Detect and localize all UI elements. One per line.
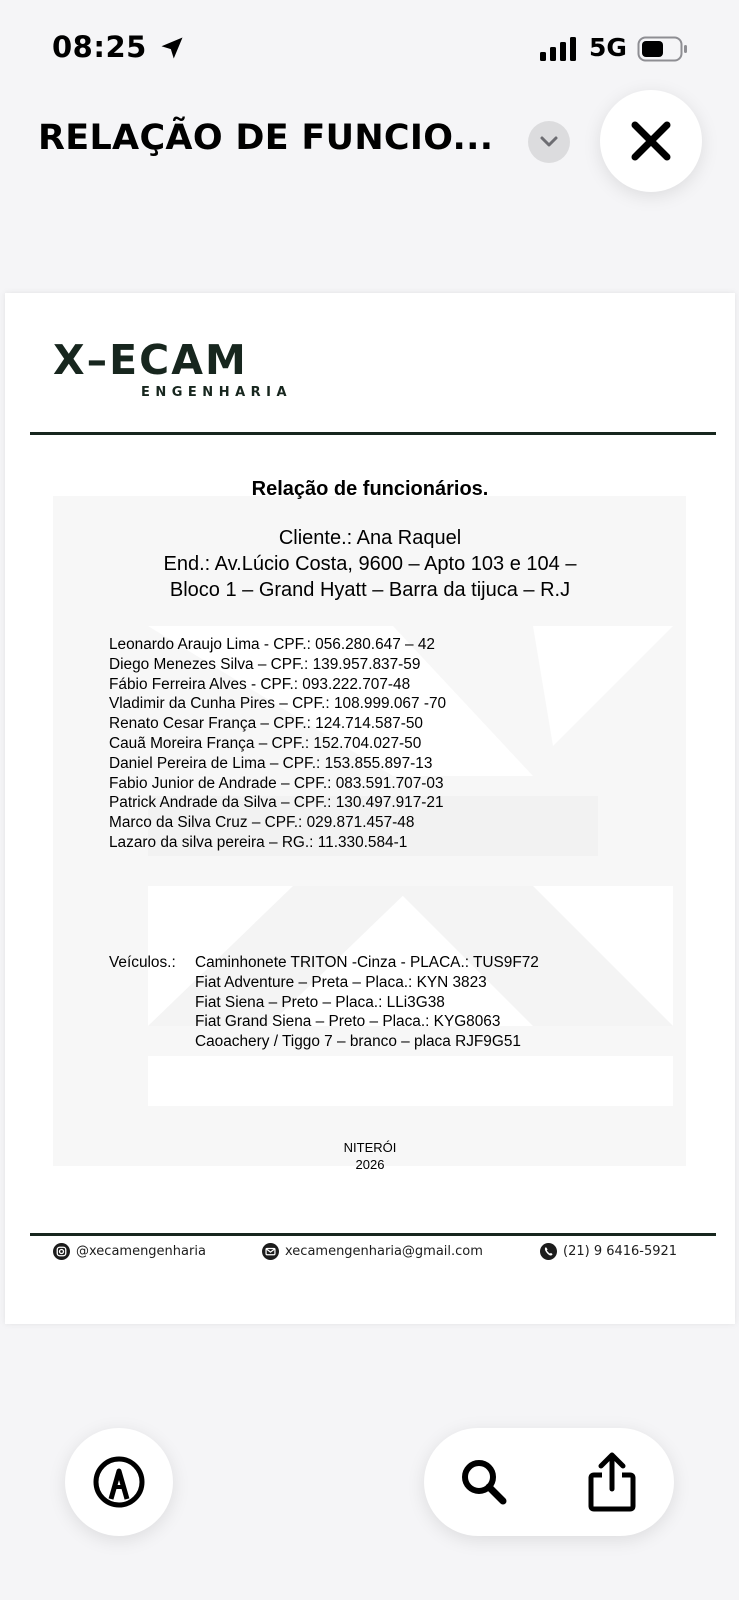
toolbar-pill xyxy=(424,1428,674,1536)
list-item: Marco da Silva Cruz – CPF.: 029.871.457-48 xyxy=(109,814,415,832)
email-icon xyxy=(262,1243,279,1260)
city: NITERÓI xyxy=(343,1140,397,1155)
search-button[interactable] xyxy=(454,1452,514,1512)
list-item: Patrick Andrade da Silva – CPF.: 130.497.917-21 xyxy=(109,794,444,812)
list-item: Renato Cesar França – CPF.: 124.714.587-50 xyxy=(109,715,423,733)
list-item: Diego Menezes Silva – CPF.: 139.957.837-59 xyxy=(109,655,421,673)
list-item: Lazaro da silva pereira – RG.: 11.330.584-1 xyxy=(109,833,408,851)
location-arrow-icon xyxy=(158,34,186,62)
email-address: xecamengenharia@gmail.com xyxy=(285,1244,483,1259)
share-button[interactable] xyxy=(582,1450,642,1514)
close-button[interactable] xyxy=(600,90,702,192)
place-and-date xyxy=(5,1139,735,1173)
document-footer xyxy=(5,1243,735,1273)
markup-button[interactable] xyxy=(65,1428,173,1536)
phone-number: (21) 9 6416-5921 xyxy=(563,1244,678,1259)
vehicles-label: Veículos.: xyxy=(109,954,176,971)
list-item: Fabio Junior de Andrade – CPF.: 083.591.707-03 xyxy=(109,774,444,792)
network-type: 5G xyxy=(589,33,627,62)
client-line: Bloco 1 – Grand Hyatt – Barra da tijuca – R.J xyxy=(169,579,571,601)
share-icon xyxy=(586,1451,638,1513)
company-logo xyxy=(53,338,292,400)
year: 2026 xyxy=(355,1157,385,1172)
client-info xyxy=(5,525,735,603)
instagram-handle: @xecamengenharia xyxy=(76,1244,206,1259)
logo-subtitle: ENGENHARIA xyxy=(141,385,293,400)
list-item: Fiat Grand Siena – Preto – Placa.: KYG8063 xyxy=(195,1013,501,1031)
status-time: 08:25 xyxy=(52,30,147,64)
document-page xyxy=(5,293,735,1324)
list-item: Caoachery / Tiggo 7 – branco – placa RJF9G51 xyxy=(195,1033,521,1051)
footer-rule xyxy=(30,1233,716,1236)
battery-icon xyxy=(637,36,689,62)
list-item: Leonardo Araujo Lima - CPF.: 056.280.647 – 42 xyxy=(109,636,435,653)
document-title[interactable]: RELAÇÃO DE FUNCIO... xyxy=(38,118,494,158)
title-menu-button[interactable] xyxy=(528,121,570,163)
vehicle-list xyxy=(195,953,539,1052)
logo-wordmark: X–ECAM xyxy=(53,336,248,384)
list-item: Fábio Ferreira Alves - CPF.: 093.222.707-48 xyxy=(109,675,411,693)
close-icon xyxy=(629,119,673,163)
status-bar xyxy=(0,0,739,90)
employee-list xyxy=(109,635,446,853)
list-item: Caminhonete TRITON -Cinza - PLACA.: TUS9F72 xyxy=(195,954,539,971)
list-item: Vladimir da Cunha Pires – CPF.: 108.999.067 -70 xyxy=(109,695,447,713)
footer-instagram xyxy=(53,1243,206,1260)
list-item: Fiat Siena – Preto – Placa.: LLi3G38 xyxy=(195,993,445,1011)
list-item: Fiat Adventure – Preta – Placa.: KYN 3823 xyxy=(195,973,487,991)
list-item: Cauã Moreira França – CPF.: 152.704.027-50 xyxy=(109,734,422,752)
document-heading: Relação de funcionários. xyxy=(251,478,489,500)
phone-icon xyxy=(540,1243,557,1260)
footer-email xyxy=(262,1243,483,1260)
header-rule xyxy=(30,432,716,435)
search-icon xyxy=(457,1455,511,1509)
chevron-down-icon xyxy=(539,135,559,149)
instagram-icon xyxy=(53,1243,70,1260)
client-line: Cliente.: Ana Raquel xyxy=(278,527,462,549)
markup-pen-icon xyxy=(91,1454,147,1510)
client-line: End.: Av.Lúcio Costa, 9600 – Apto 103 e 104 – xyxy=(163,553,577,575)
cellular-signal-icon xyxy=(540,37,578,61)
list-item: Daniel Pereira de Lima – CPF.: 153.855.897-13 xyxy=(109,754,433,772)
footer-phone xyxy=(540,1243,677,1260)
